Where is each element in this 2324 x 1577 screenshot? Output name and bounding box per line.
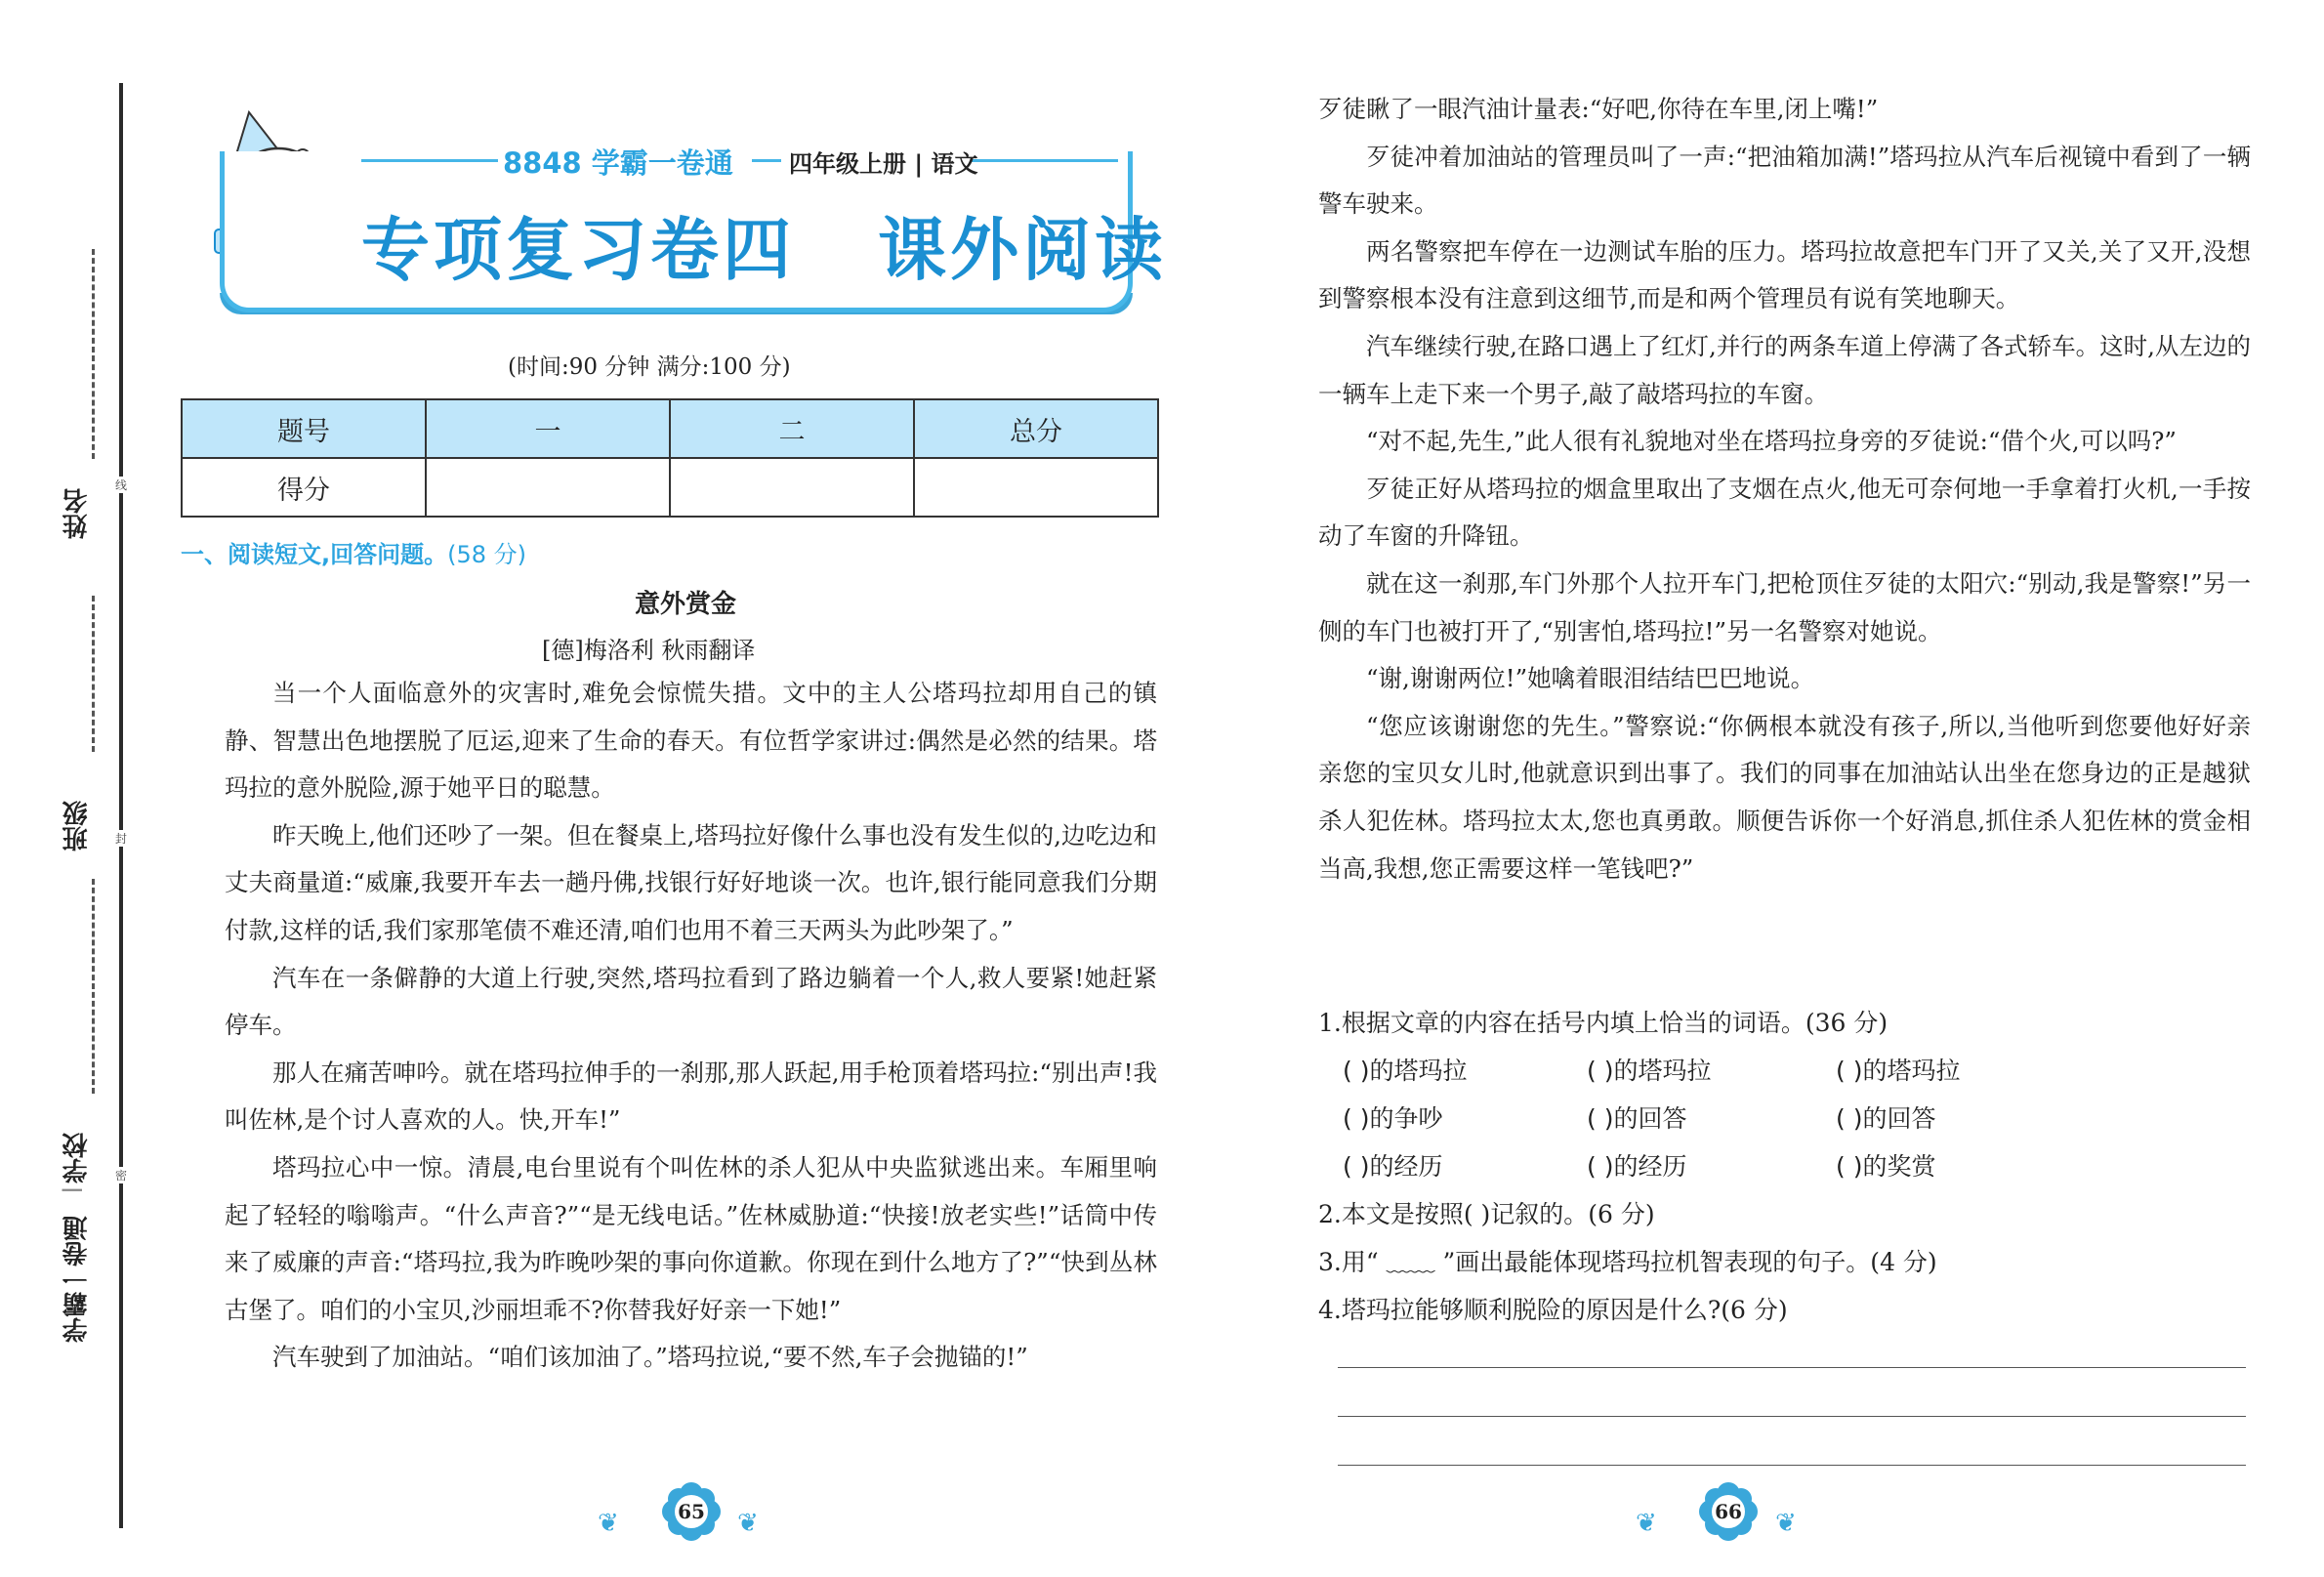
header-cell: 一 bbox=[426, 399, 670, 458]
score-table-row bbox=[182, 458, 1158, 517]
fill-blank[interactable]: ( )的争吵 bbox=[1343, 1104, 1443, 1133]
leaf-icon: ❦ bbox=[1775, 1509, 1797, 1538]
essay-paragraph: 当一个人面临意外的灾害时,难免会惊慌失措。文中的主人公塔玛拉却用自己的镇静、智慧出色地摆脱了厄运,迎来了生命的春天。有位哲学家讲过:偶然是必然的结果。塔玛拉的意外脱险,源于她平日的聪慧。 bbox=[225, 679, 1157, 803]
header-cell: 总分 bbox=[914, 399, 1158, 458]
essay-paragraph: 汽车驶到了加油站。“咱们该加油了。”塔玛拉说,“要不然,车子会抛锚的!” bbox=[272, 1343, 1028, 1372]
score-cell[interactable] bbox=[670, 458, 914, 517]
page-title: 专项复习卷四 课外阅读 bbox=[361, 210, 1168, 290]
binding-mark-secret: 密 bbox=[115, 1169, 128, 1183]
fill-blank[interactable]: ( )的塔玛拉 bbox=[1587, 1057, 1712, 1085]
score-table bbox=[181, 398, 1159, 518]
banner-rule bbox=[752, 159, 781, 162]
leaf-icon: ❦ bbox=[598, 1509, 619, 1538]
essay-paragraph: 就在这一刹那,车门外那个人拉开车门,把枪顶住歹徒的太阳穴:“别动,我是警察!”另一侧的车门也被打开了,“别害怕,塔玛拉!”另一名警察对她说。 bbox=[1318, 568, 2251, 645]
question-2: 2.本文是按照( )记叙的。(6 分) bbox=[1318, 1200, 1655, 1228]
fill-blank[interactable]: ( )的奖赏 bbox=[1836, 1152, 1936, 1181]
essay-paragraph: 汽车继续行驶,在路口遇上了红灯,并行的两条车道上停满了各式轿车。这时,从左边的一辆车上走下来一个男子,敲了敲塔玛拉的车窗。 bbox=[1318, 331, 2251, 408]
binding-mark-line: 线 bbox=[115, 478, 128, 492]
fill-blank[interactable]: ( )的经历 bbox=[1587, 1152, 1687, 1181]
name-label: 姓名 bbox=[62, 488, 92, 539]
essay-author: [德]梅洛利 秋雨翻译 bbox=[542, 637, 756, 664]
header-cell: 题号 bbox=[182, 399, 426, 458]
binding-dash bbox=[92, 879, 95, 1094]
fill-blank[interactable]: ( )的塔玛拉 bbox=[1343, 1057, 1468, 1085]
essay-paragraph: 歹徒正好从塔玛拉的烟盒里取出了支烟在点火,他无可奈何地一手拿着打火机,一手按动了车窗的升降钮。 bbox=[1318, 474, 2251, 551]
fill-blank[interactable]: ( )的塔玛拉 bbox=[1836, 1057, 1961, 1085]
binding-line bbox=[119, 83, 123, 1528]
page-number: 65 bbox=[678, 1500, 705, 1523]
header-cell: 二 bbox=[670, 399, 914, 458]
brand-label: 学霸一卷通 bbox=[62, 1216, 92, 1343]
essay-paragraph: “对不起,先生,”此人很有礼貌地对坐在塔玛拉身旁的歹徒说:“借个火,可以吗?” bbox=[1366, 427, 2177, 456]
binding-dash bbox=[92, 249, 95, 459]
essay-paragraph: 汽车在一条僻静的大道上行驶,突然,塔玛拉看到了路边躺着一个人,救人要紧!她赶紧停车。 bbox=[225, 963, 1157, 1040]
fill-blank[interactable]: ( )的回答 bbox=[1836, 1104, 1936, 1133]
question-4: 4.塔玛拉能够顺利脱险的原因是什么?(6 分) bbox=[1318, 1296, 1788, 1324]
time-and-score-info: (时间:90 分钟 满分:100 分) bbox=[508, 354, 791, 380]
page-number: 66 bbox=[1715, 1500, 1742, 1523]
essay-paragraph: 歹徒瞅了一眼汽油计量表:“好吧,你待在车里,闭上嘴!” bbox=[1318, 95, 1879, 123]
section-title-text: 一、阅读短文,回答问题。 bbox=[181, 541, 448, 568]
essay-right-column bbox=[1318, 86, 2251, 892]
grade-subject: 四年级上册 | 语文 bbox=[789, 150, 978, 178]
section-title bbox=[181, 535, 526, 569]
answer-line[interactable] bbox=[1338, 1416, 2246, 1417]
row-label: 得分 bbox=[182, 458, 426, 517]
question-3: 3.用“ ﹏﹏ ”画出最能体现塔玛拉机智表现的句子。(4 分) bbox=[1318, 1248, 1937, 1276]
essay-left-column bbox=[225, 670, 1157, 1382]
section-points: (58 分) bbox=[447, 541, 527, 568]
essay-paragraph: “谢,谢谢两位!”她噙着眼泪结结巴巴地说。 bbox=[1366, 664, 1815, 693]
banner-rule bbox=[361, 159, 498, 162]
score-cell[interactable] bbox=[914, 458, 1158, 517]
score-table-header-row bbox=[182, 399, 1158, 458]
essay-paragraph: “您应该谢谢您的先生。”警察说:“你俩根本就没有孩子,所以,当他听到您要他好好亲亲您的宝贝女儿时,他就意识到出事了。我们的同事在加油站认出坐在您身边的正是越狱杀人犯佐林。塔玛拉太太,您也真勇敢。顺便告诉你一个好消息,抓住杀人犯佐林的赏金相当高,我想,您正需要这样一笔钱吧?” bbox=[1318, 711, 2251, 883]
essay-paragraph: 两名警察把车停在一边测试车胎的压力。塔玛拉故意把车门开了又关,关了又开,没想到警察根本没有注意到这细节,而是和两个管理员有说有笑地聊天。 bbox=[1318, 236, 2251, 313]
brand-logo: 8848 学霸一卷通 bbox=[503, 146, 733, 180]
essay-paragraph: 昨天晚上,他们还吵了一架。但在餐桌上,塔玛拉好像什么事也没有发生似的,边吃边和丈夫商量道:“威廉,我要开车去一趟丹佛,找银行好好地谈一次。也许,银行能同意我们分期付款,这样的话,我们家那笔债不难还清,咱们也用不着三天两头为此吵架了。” bbox=[225, 820, 1157, 944]
essay-paragraph: 塔玛拉心中一惊。清晨,电台里说有个叫佐林的杀人犯从中央监狱逃出来。车厢里响起了轻轻的嗡嗡声。“什么声音?”“是无线电话。”佐林威胁道:“快接!放老实些!”话筒中传来了威廉的声音:“塔玛拉,我为昨晚吵架的事向你道歉。你现在到什么地方了?”“快到丛林古堡了。咱们的小宝贝,沙丽坦乖不?你替我好好亲一下她!” bbox=[225, 1152, 1157, 1324]
binding-separator: | bbox=[59, 1186, 82, 1194]
leaf-icon: ❦ bbox=[737, 1509, 759, 1538]
score-cell[interactable] bbox=[426, 458, 670, 517]
banner-rule bbox=[972, 159, 1118, 162]
binding-dash bbox=[92, 596, 95, 752]
school-label: 学校 bbox=[62, 1133, 92, 1183]
essay-paragraph: 歹徒冲着加油站的管理员叫了一声:“把油箱加满!”塔玛拉从汽车后视镜中看到了一辆警车驶来。 bbox=[1318, 142, 2251, 219]
binding-mark-seal: 封 bbox=[115, 832, 128, 846]
essay-paragraph: 那人在痛苦呻吟。就在塔玛拉伸手的一刹那,那人跃起,用手枪顶着塔玛拉:“别出声!我叫佐林,是个讨人喜欢的人。快,开车!” bbox=[225, 1058, 1157, 1135]
answer-line[interactable] bbox=[1338, 1367, 2246, 1368]
essay-title: 意外赏金 bbox=[635, 590, 737, 619]
class-label: 班级 bbox=[62, 801, 92, 851]
answer-line[interactable] bbox=[1338, 1465, 2246, 1466]
fill-blank[interactable]: ( )的回答 bbox=[1587, 1104, 1687, 1133]
question-1: 1.根据文章的内容在括号内填上恰当的词语。(36 分) bbox=[1318, 1009, 1888, 1037]
leaf-icon: ❦ bbox=[1636, 1509, 1657, 1538]
fill-blank[interactable]: ( )的经历 bbox=[1343, 1152, 1443, 1181]
